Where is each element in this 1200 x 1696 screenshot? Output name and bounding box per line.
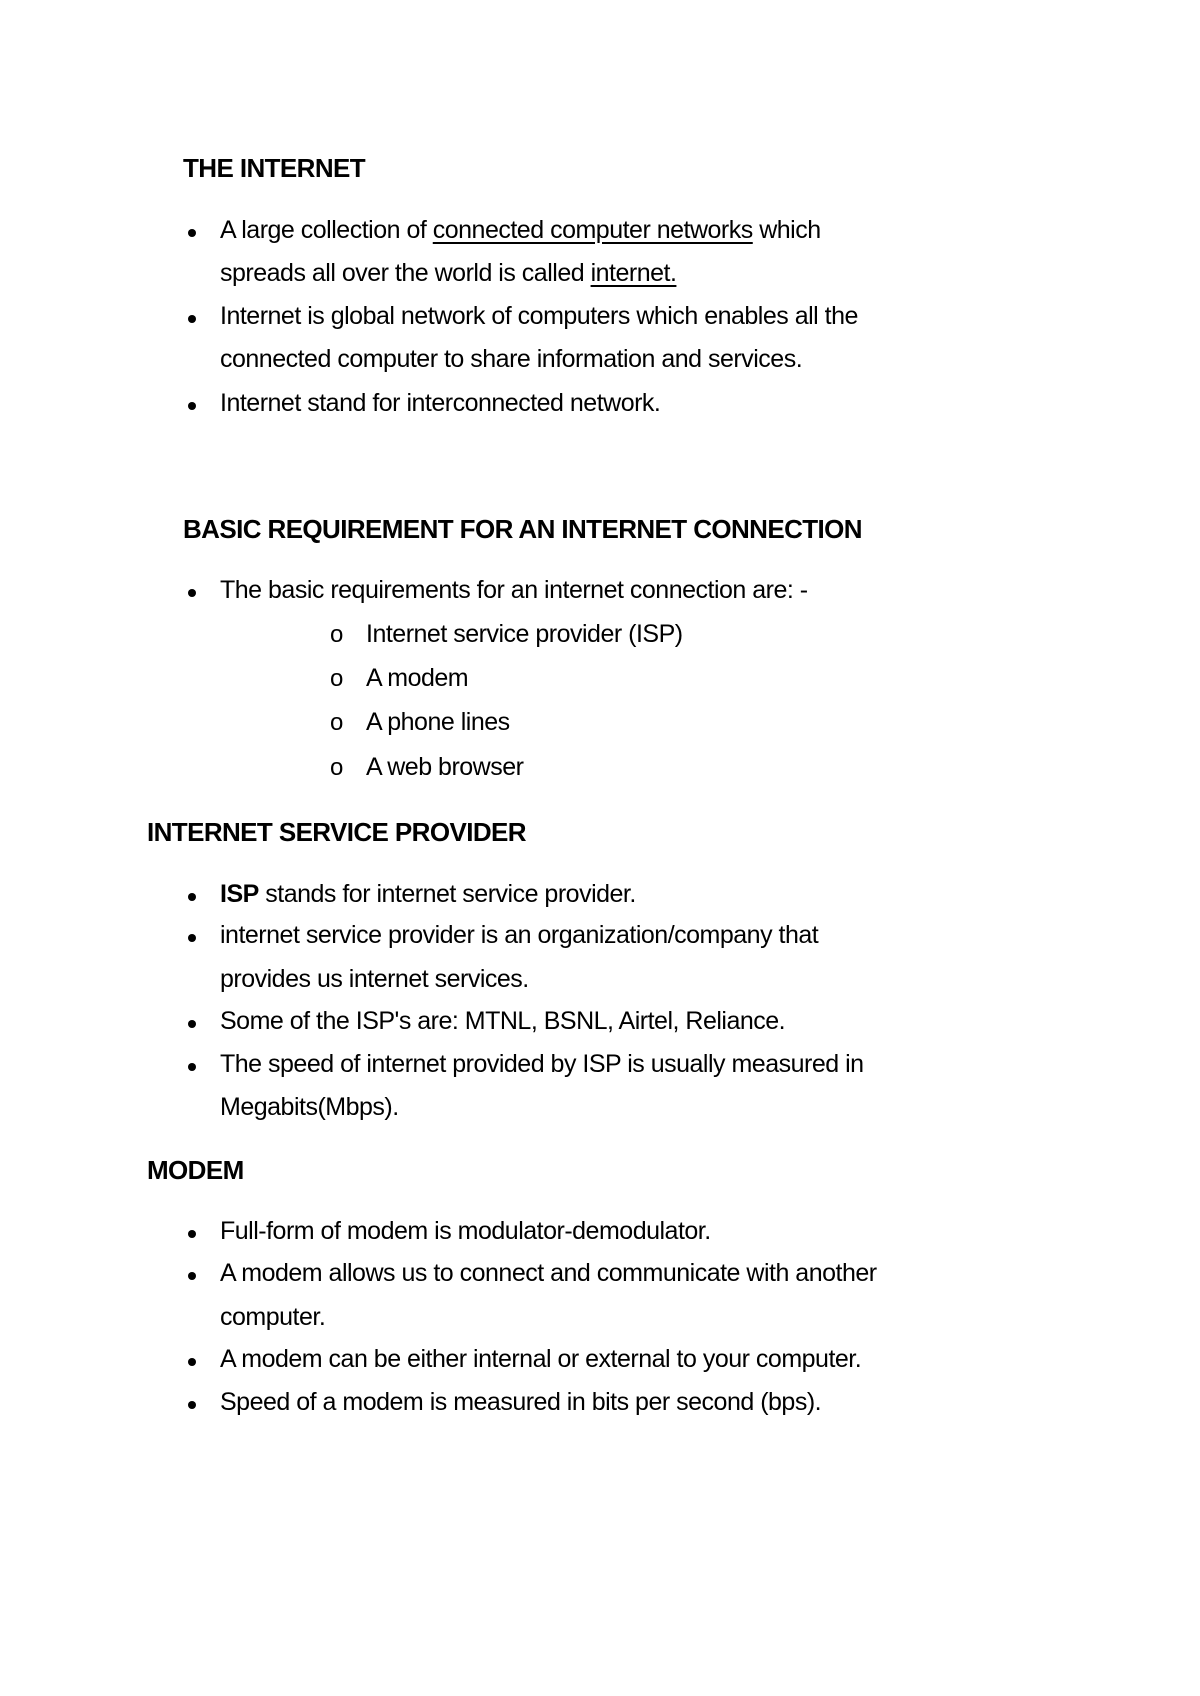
list-item: Some of the ISP's are: MTNL, BSNL, Airtel, Reliance. [220, 1007, 786, 1035]
bullet-icon [188, 402, 196, 410]
sub-list-item: A web browser [366, 753, 524, 781]
list-item-continuation: Megabits(Mbps). [220, 1093, 399, 1121]
list-item: internet service provider is an organization/company that [220, 921, 819, 949]
list-item: Internet is global network of computers which enables all the [220, 302, 858, 330]
bullet-icon [188, 1401, 196, 1409]
heading-isp: INTERNET SERVICE PROVIDER [147, 817, 526, 847]
bullet-icon [188, 1272, 196, 1280]
list-item-continuation: provides us internet services. [220, 965, 529, 993]
list-item: A modem can be either internal or external to your computer. [220, 1345, 862, 1373]
bold-text: ISP [220, 880, 259, 908]
bullet-icon [188, 229, 196, 237]
text: which [752, 216, 821, 244]
circle-bullet-icon: o [330, 709, 344, 736]
heading-modem: MODEM [147, 1155, 244, 1185]
circle-bullet-icon: o [330, 665, 344, 692]
list-item: Full-form of modem is modulator-demodulator. [220, 1217, 711, 1245]
list-item-continuation: connected computer to share information and services. [220, 345, 803, 373]
heading-the-internet: THE INTERNET [183, 153, 366, 183]
list-item: Speed of a modem is measured in bits per second (bps). [220, 1388, 822, 1416]
bullet-icon [188, 893, 196, 901]
list-item-continuation: computer. [220, 1303, 326, 1331]
text: stands for internet service provider. [258, 880, 636, 908]
text: A large collection of [220, 216, 433, 244]
list-item [220, 216, 821, 245]
heading-basic-requirement: BASIC REQUIREMENT FOR AN INTERNET CONNECTION [183, 514, 862, 544]
underlined-text: connected computer networks [432, 216, 753, 244]
underlined-text: internet. [590, 259, 677, 287]
sub-list-item: Internet service provider (ISP) [366, 620, 683, 648]
list-item: The speed of internet provided by ISP is usually measured in [220, 1050, 864, 1078]
sub-list-item: A phone lines [366, 708, 510, 736]
bullet-icon [188, 589, 196, 597]
bullet-icon [188, 1063, 196, 1071]
text: spreads all over the world is called [220, 259, 591, 287]
list-item [220, 880, 636, 909]
bullet-icon [188, 315, 196, 323]
list-item-continuation [220, 259, 676, 288]
list-item: A modem allows us to connect and communicate with another [220, 1259, 877, 1287]
list-item: The basic requirements for an internet connection are: - [220, 576, 808, 604]
bullet-icon [188, 1358, 196, 1366]
bullet-icon [188, 1230, 196, 1238]
bullet-icon [188, 1020, 196, 1028]
sub-list-item: A modem [366, 664, 469, 692]
circle-bullet-icon: o [330, 754, 344, 781]
circle-bullet-icon: o [330, 621, 344, 648]
bullet-icon [188, 934, 196, 942]
list-item: Internet stand for interconnected network. [220, 389, 661, 417]
